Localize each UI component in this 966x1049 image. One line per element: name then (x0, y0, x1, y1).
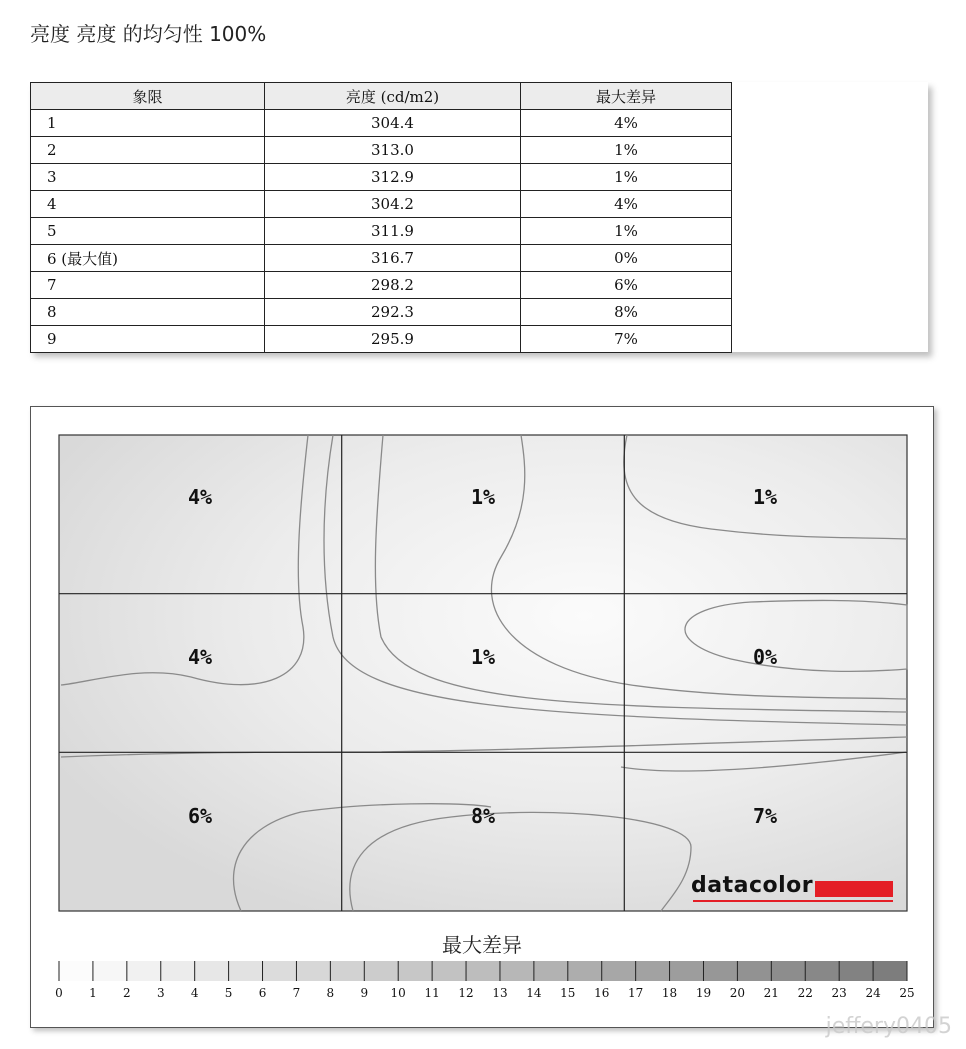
cell-label: 4% (187, 485, 213, 509)
quadrant-table-panel (30, 82, 928, 352)
legend-tick-label: 6 (258, 986, 267, 1000)
legend-swatch (602, 961, 636, 981)
difference-cell: 0% (521, 245, 732, 272)
legend-swatch (127, 961, 161, 981)
legend-tick-label: 7 (292, 986, 301, 1000)
quadrant-cell: 6 (最大值) (31, 245, 265, 272)
legend-tick-label: 15 (560, 986, 576, 1000)
legend-tick-label: 21 (763, 986, 779, 1000)
quadrant-cell: 2 (31, 137, 265, 164)
legend-swatch (59, 961, 93, 981)
logo-red-bar (815, 881, 893, 897)
table-row (31, 272, 732, 299)
legend-swatch (432, 961, 466, 981)
legend-tick-label: 16 (594, 986, 610, 1000)
legend-scale (59, 961, 908, 981)
uniformity-heatmap-panel (30, 406, 934, 1028)
legend-swatch (737, 961, 771, 981)
legend-tick-label: 4 (190, 986, 199, 1000)
legend-tick-label: 10 (390, 986, 406, 1000)
legend-swatch (500, 961, 534, 981)
table-row (31, 164, 732, 191)
cell-label: 6% (187, 804, 213, 828)
difference-cell: 6% (521, 272, 732, 299)
quadrant-cell: 7 (31, 272, 265, 299)
cell-label: 1% (470, 645, 496, 669)
table-row (31, 245, 732, 272)
table-row (31, 137, 732, 164)
table-row (31, 299, 732, 326)
cell-label: 0% (752, 645, 778, 669)
legend-swatch (296, 961, 330, 981)
table-row (31, 218, 732, 245)
quadrant-cell: 8 (31, 299, 265, 326)
legend-tick-label: 8 (326, 986, 335, 1000)
legend-tick-label: 14 (526, 986, 542, 1000)
difference-cell: 7% (521, 326, 732, 353)
luminance-cell: 311.9 (265, 218, 521, 245)
legend-tick-label: 12 (458, 986, 474, 1000)
legend-tick-label: 3 (156, 986, 165, 1000)
cell-label: 4% (187, 645, 213, 669)
header-quadrant: 象限 (31, 83, 265, 110)
luminance-cell: 304.2 (265, 191, 521, 218)
cell-label: 8% (470, 804, 496, 828)
legend-swatch (263, 961, 297, 981)
legend-tick-label: 13 (492, 986, 508, 1000)
difference-cell: 1% (521, 218, 732, 245)
difference-cell: 1% (521, 164, 732, 191)
legend-tick-label: 19 (695, 986, 712, 1000)
legend-swatch (670, 961, 704, 981)
legend-swatch (568, 961, 602, 981)
datacolor-logo: datacolor (691, 873, 814, 898)
difference-cell: 8% (521, 299, 732, 326)
luminance-cell: 304.4 (265, 110, 521, 137)
legend-tick-label: 17 (627, 986, 644, 1000)
quadrant-cell: 5 (31, 218, 265, 245)
legend-swatch (466, 961, 500, 981)
luminance-cell: 313.0 (265, 137, 521, 164)
legend-swatch (873, 961, 907, 981)
legend-swatch (161, 961, 195, 981)
logo-underline (693, 900, 893, 902)
legend-tick-label: 24 (865, 986, 881, 1000)
legend-swatch (364, 961, 398, 981)
legend-tick-label: 23 (831, 986, 847, 1000)
legend-tick-label: 25 (899, 986, 915, 1000)
luminance-cell: 312.9 (265, 164, 521, 191)
luminance-cell: 295.9 (265, 326, 521, 353)
quadrant-table (30, 82, 732, 353)
legend-tick-label: 18 (661, 986, 678, 1000)
difference-cell: 4% (521, 191, 732, 218)
legend-swatch (330, 961, 364, 981)
page-title: 亮度 亮度 的均匀性 100% (30, 22, 267, 46)
legend-title: 最大差异 (442, 933, 522, 957)
quadrant-cell: 3 (31, 164, 265, 191)
legend-tick-label: 11 (424, 986, 440, 1000)
cell-label: 7% (752, 804, 778, 828)
quadrant-cell: 4 (31, 191, 265, 218)
luminance-cell: 316.7 (265, 245, 521, 272)
legend-swatch (398, 961, 432, 981)
cell-label: 1% (470, 485, 496, 509)
legend-swatch (229, 961, 263, 981)
legend-swatch (195, 961, 229, 981)
quadrant-cell: 9 (31, 326, 265, 353)
legend-swatch (93, 961, 127, 981)
difference-cell: 4% (521, 110, 732, 137)
cell-label: 1% (752, 485, 778, 509)
legend-swatch (805, 961, 839, 981)
header-max-difference: 最大差异 (521, 83, 732, 110)
table-header-row (31, 83, 732, 110)
table-row (31, 326, 732, 353)
difference-cell: 1% (521, 137, 732, 164)
header-luminance: 亮度 (cd/m2) (265, 83, 521, 110)
legend-tick-label: 0 (55, 986, 63, 1000)
legend-tick-label: 1 (89, 986, 97, 1000)
table-row (31, 110, 732, 137)
legend-tick-label: 5 (224, 986, 233, 1000)
quadrant-cell: 1 (31, 110, 265, 137)
legend-swatch (839, 961, 873, 981)
luminance-cell: 298.2 (265, 272, 521, 299)
legend-swatch (771, 961, 805, 981)
legend-tick-label: 2 (123, 986, 131, 1000)
legend-tick-label: 22 (797, 986, 813, 1000)
legend-swatch (534, 961, 568, 981)
luminance-cell: 292.3 (265, 299, 521, 326)
legend-swatch (636, 961, 670, 981)
watermark: jeffery0405 (825, 1014, 952, 1039)
table-row (31, 191, 732, 218)
legend-tick-label: 20 (729, 986, 746, 1000)
legend-tick-label: 9 (360, 986, 369, 1000)
legend-swatch (703, 961, 737, 981)
